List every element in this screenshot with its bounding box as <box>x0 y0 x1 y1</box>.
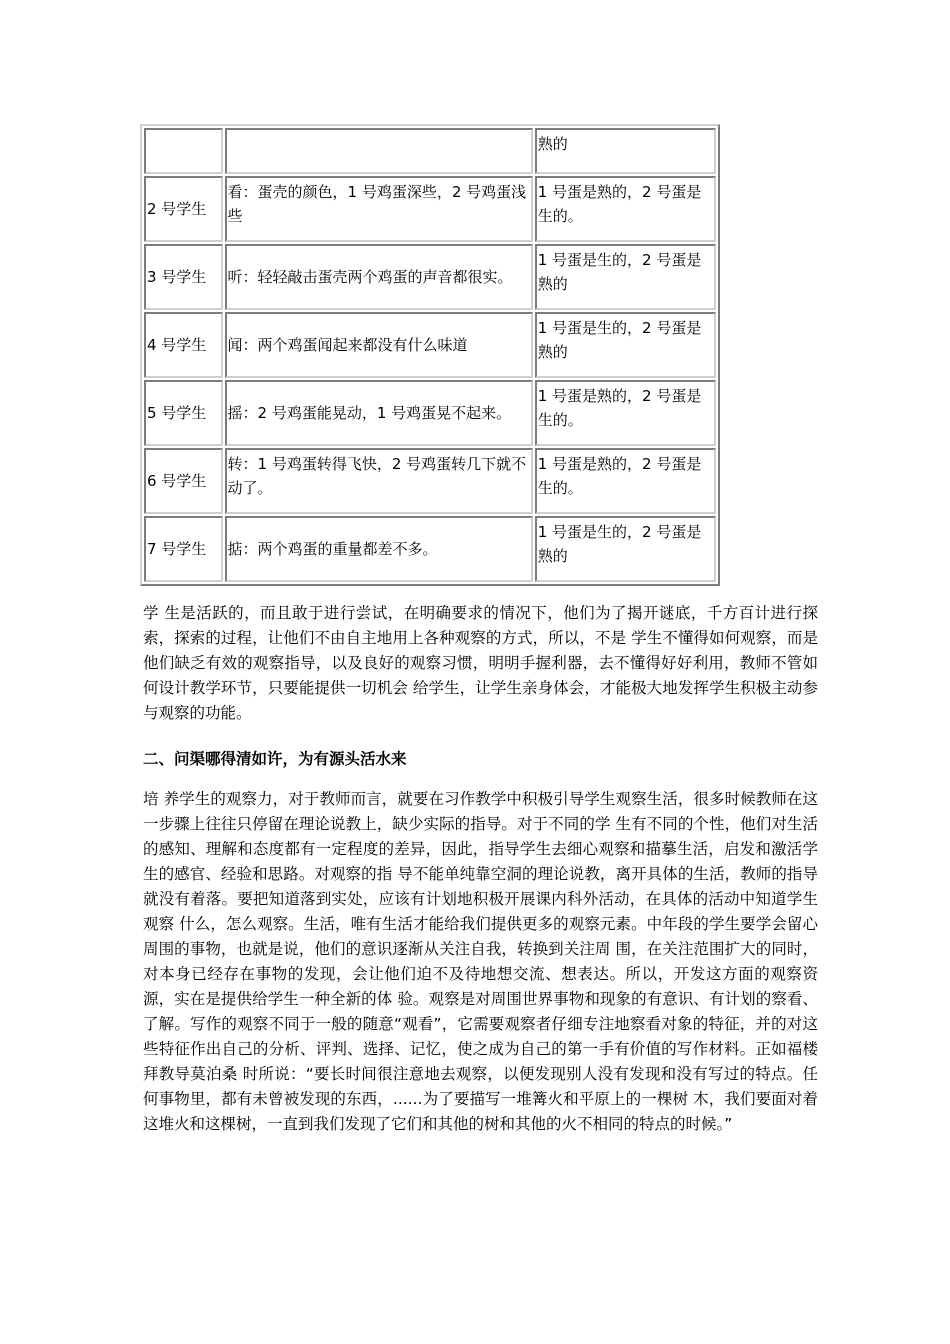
observation-cell: 听：轻轻敲击蛋壳两个鸡蛋的声音都很实。 <box>225 244 533 310</box>
observation-cell <box>225 128 533 174</box>
observation-cell: 掂：两个鸡蛋的重量都差不多。 <box>225 516 533 582</box>
conclusion-cell: 1 号蛋是熟的，2 号蛋是生的。 <box>535 176 716 242</box>
student-cell <box>144 128 223 174</box>
observation-cell: 摇：2 号鸡蛋能晃动，1 号鸡蛋晃不起来。 <box>225 380 533 446</box>
conclusion-cell: 1 号蛋是生的，2 号蛋是熟的 <box>535 516 716 582</box>
student-cell: 4 号学生 <box>144 312 223 378</box>
table-row <box>144 448 716 514</box>
observation-table-wrapper <box>140 124 720 586</box>
conclusion-cell: 1 号蛋是熟的，2 号蛋是生的。 <box>535 448 716 514</box>
conclusion-cell: 1 号蛋是熟的，2 号蛋是生的。 <box>535 380 716 446</box>
conclusion-cell: 1 号蛋是生的，2 号蛋是熟的 <box>535 312 716 378</box>
observation-cell: 闻：两个鸡蛋闻起来都没有什么味道 <box>225 312 533 378</box>
student-cell: 2 号学生 <box>144 176 223 242</box>
table-row <box>144 380 716 446</box>
table-row <box>144 128 716 174</box>
paragraph-observation-guidance: 培 养学生的观察力，对于教师而言，就要在习作教学中积极引导学生观察生活，很多时候教师在这一步骤上往往只停留在理论说教上，缺少实际的指导。对于不同的学 生有不同的个性，他们对生活的感知、理解和态度都有一定程度的差异，因此，指导学生去细心观察和描摹生活，启发和激活学生的感官、经验和思路。对观察的指 导不能单纯靠空洞的理论说教，离开具体的生活，教师的指导就没有着落。要把知道落到实处，应该有计划地积极开展课内科外活动，在具体的活动中知道学生观察 什么，怎么观察。生活，唯有生活才能给我们提供更多的观察元素。中年段的学生要学会留心周围的事物，也就是说，他们的意识逐渐从关注自我，转换到关注周 围，在关注范围扩大的同时，对本身已经存在事物的发现，会让他们迫不及待地想交流、想表达。所以，开发这方面的观察资源，实在是提供给学生一种全新的体 验。观察是对周围世界事物和现象的有意识、有计划的察看、了解。写作的观察不同于一般的随意“观看”，它需要观察者仔细专注地察看对象的特征，并的对这些特征作出自己的分析、评判、选择、记忆，使之成为自己的第一手有价值的写作材料。正如福楼拜教导莫泊桑 时所说：“要长时间很注意地去观察，以便发现别人没有发现和没有写过的特点。任何事物里，都有未曾被发现的东西，......为了要描写一堆篝火和平原上的一棵树 木，我们要面对着这堆火和这棵树，一直到我们发现了它们和其他的树和其他的火不相同的特点的时候。” <box>143 790 818 1133</box>
table-row <box>144 516 716 582</box>
student-cell: 5 号学生 <box>144 380 223 446</box>
table-row <box>144 176 716 242</box>
observation-cell: 转：1 号鸡蛋转得飞快，2 号鸡蛋转几下就不动了。 <box>225 448 533 514</box>
observation-cell: 看：蛋壳的颜色，1 号鸡蛋深些，2 号鸡蛋浅些 <box>225 176 533 242</box>
paragraph-observation-habits: 学 生是活跃的，而且敢于进行尝试，在明确要求的情况下，他们为了揭开谜底，千方百计进行探索，探索的过程，让他们不由自主地用上各种观察的方式，所以，不是 学生不懂得如何观察，而是他们缺乏有效的观察指导，以及良好的观察习惯，明明手握利器，去不懂得好好利用，教师不管如何设计教学环节，只要能提供一切机会 给学生，让学生亲身体会，才能极大地发挥学生积极主动参与观察的功能。 <box>143 604 818 722</box>
student-cell: 7 号学生 <box>144 516 223 582</box>
student-cell: 3 号学生 <box>144 244 223 310</box>
conclusion-cell: 熟的 <box>535 128 716 174</box>
table-row <box>144 312 716 378</box>
observation-table <box>140 124 720 586</box>
student-cell: 6 号学生 <box>144 448 223 514</box>
conclusion-cell: 1 号蛋是生的，2 号蛋是熟的 <box>535 244 716 310</box>
section-heading: 二、问渠哪得清如许，为有源头活水来 <box>143 750 407 768</box>
table-row <box>144 244 716 310</box>
